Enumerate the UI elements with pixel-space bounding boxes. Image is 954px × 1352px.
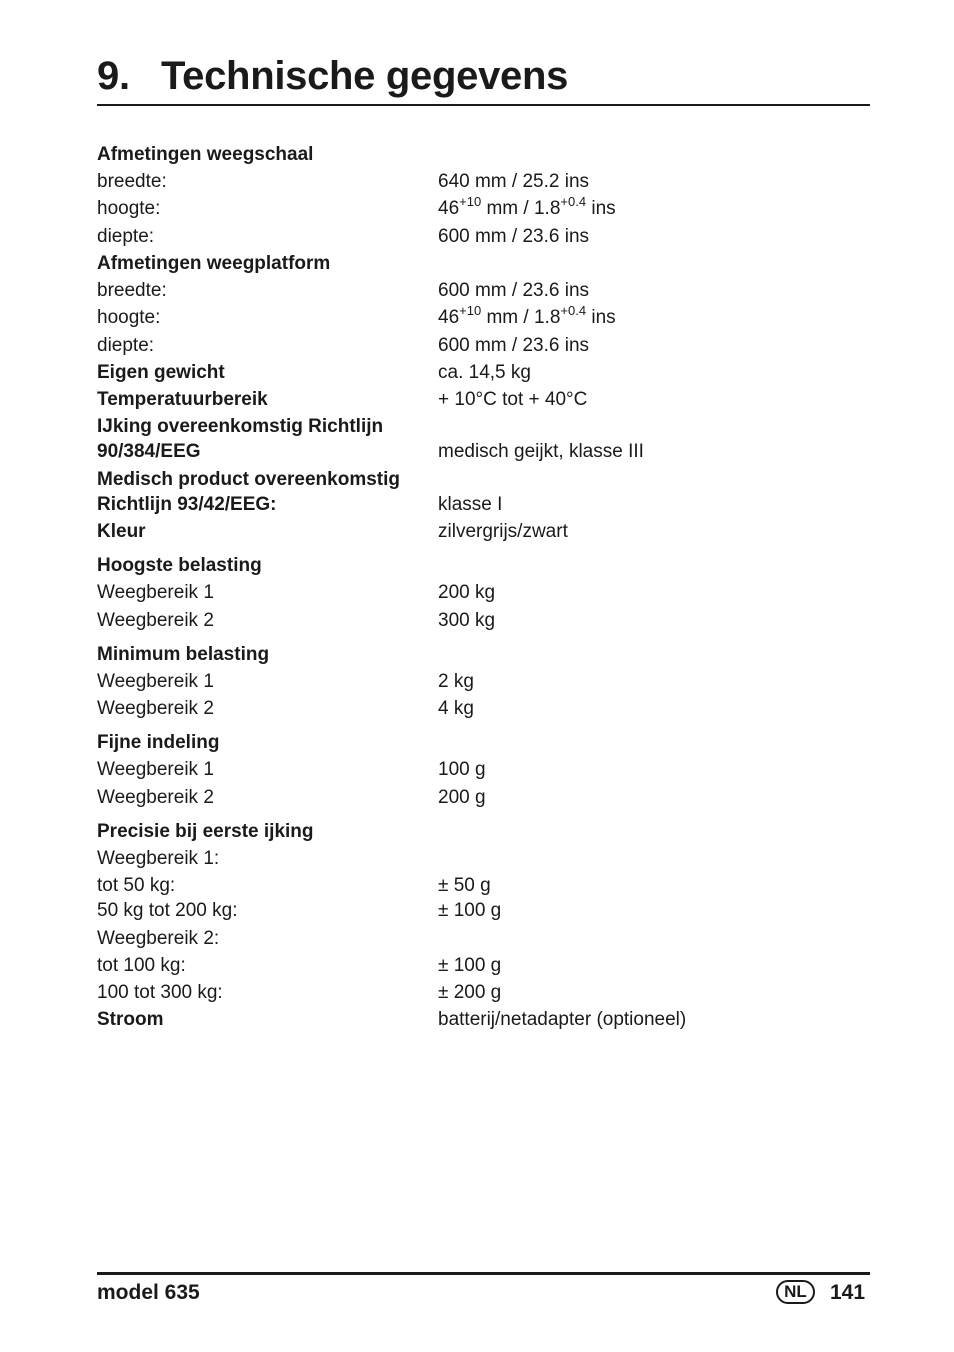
footer-model: model 635 — [97, 1281, 200, 1304]
spec-label: Afmetingen weegplatform — [97, 253, 331, 274]
spec-value: 600 mm / 23.6 ins — [438, 226, 590, 247]
spec-label: Weegbereik 2 — [97, 698, 214, 719]
spec-label: 50 kg tot 200 kg: — [97, 900, 238, 921]
spec-value: 2 kg — [438, 671, 474, 692]
spec-value: 200 kg — [438, 582, 496, 603]
spec-label: Minimum belasting — [97, 644, 270, 665]
spec-label: Richtlijn 93/42/EEG: — [97, 494, 277, 515]
spec-value: 300 kg — [438, 610, 496, 631]
spec-label: 90/384/EEG — [97, 441, 201, 462]
spec-value: ca. 14,5 kg — [438, 362, 531, 383]
section-number: 9. — [97, 54, 130, 98]
section-title: Technische gegevens — [161, 54, 569, 98]
spec-label: Afmetingen weegschaal — [97, 144, 314, 165]
spec-label: Weegbereik 1 — [97, 671, 214, 692]
spec-label: 100 tot 300 kg: — [97, 982, 223, 1003]
spec-value: $46^{+10}$ mm / $1.8^{+0.4}$ ins — [438, 302, 616, 328]
spec-value: ± 50 g — [438, 875, 491, 896]
spec-label: tot 100 kg: — [97, 955, 186, 976]
spec-label: Hoogste belasting — [97, 555, 262, 576]
footer-divider — [97, 1272, 870, 1275]
spec-label: breedte: — [97, 171, 167, 192]
spec-value: medisch geijkt, klasse III — [438, 441, 644, 462]
spec-label: Medisch product overeenkomstig — [97, 469, 401, 490]
spec-label: Precisie bij eerste ijking — [97, 821, 314, 842]
page-number: 141 — [830, 1281, 866, 1304]
spec-label: Kleur — [97, 521, 146, 542]
spec-label: diepte: — [97, 226, 155, 247]
spec-value: $46^{+10}$ mm / $1.8^{+0.4}$ ins — [438, 193, 616, 219]
spec-label: Stroom — [97, 1009, 164, 1030]
title-divider — [97, 104, 870, 106]
spec-label: Eigen gewicht — [97, 362, 225, 383]
page-title — [97, 50, 568, 102]
spec-value: 200 g — [438, 787, 486, 808]
spec-label: tot 50 kg: — [97, 875, 176, 896]
spec-label: Weegbereik 2 — [97, 610, 214, 631]
spec-value: 640 mm / 25.2 ins — [438, 171, 590, 192]
spec-value: + 10°C tot + 40°C — [438, 389, 588, 410]
spec-value: ± 100 g — [438, 955, 502, 976]
spec-label: breedte: — [97, 280, 167, 301]
spec-value: 600 mm / 23.6 ins — [438, 335, 590, 356]
language-badge: NL — [776, 1280, 815, 1304]
spec-value: 4 kg — [438, 698, 474, 719]
spec-value: ± 200 g — [438, 982, 502, 1003]
spec-label: Weegbereik 2 — [97, 787, 214, 808]
spec-label: Temperatuurbereik — [97, 389, 268, 410]
spec-value: 100 g — [438, 759, 486, 780]
spec-label: Weegbereik 1: — [97, 848, 220, 869]
spec-value: ± 100 g — [438, 900, 502, 921]
spec-label: IJking overeenkomstig Richtlijn — [97, 416, 384, 437]
spec-label: diepte: — [97, 335, 155, 356]
spec-label: Weegbereik 1 — [97, 759, 214, 780]
spec-label: Weegbereik 1 — [97, 582, 214, 603]
spec-label: Fijne indeling — [97, 732, 220, 753]
spec-value: 600 mm / 23.6 ins — [438, 280, 590, 301]
spec-label: hoogte: — [97, 198, 161, 219]
spec-label: hoogte: — [97, 307, 161, 328]
spec-value: klasse I — [438, 494, 503, 515]
spec-label: Weegbereik 2: — [97, 928, 220, 949]
spec-value: zilvergrijs/zwart — [438, 521, 568, 542]
spec-value: batterij/netadapter (optioneel) — [438, 1009, 687, 1030]
